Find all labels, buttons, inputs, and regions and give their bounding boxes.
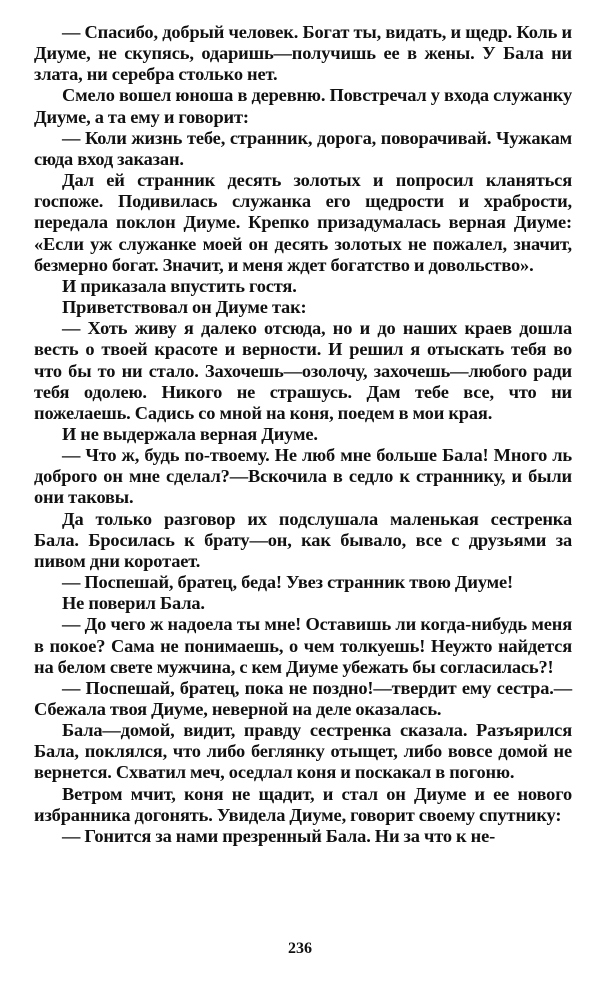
paragraph: И приказала впустить гостя. xyxy=(62,275,297,296)
paragraph: — Хоть живу я далеко отсюда, но и до наших краев дошла весть о твоей красоте и верности. И решил я отыскать тебя во что бы то ни стало. Захочешь—озолочу, захочешь—любого ради тебя одолею. Никого не страшусь. Дам тебе все, что ни пожелаешь. Садись со мной на коня, поедем в мои края. xyxy=(34,318,572,423)
paragraph: — Поспешай, братец, пока не поздно!—твердит ему сестра.—Сбежала твоя Диуме, неверной на деле оказалась. xyxy=(34,677,572,719)
paragraph: Ветром мчит, коня не щадит, и стал он Диуме и ее нового избранника догонять. Увидела Диуме, говорит своему спутнику: xyxy=(34,783,572,825)
paragraph: — Коли жизнь тебе, странник, дорога, поворачивай. Чужакам сюда вход заказан. xyxy=(34,127,572,169)
paragraph: — До чего ж надоела ты мне! Оставишь ли когда-нибудь меня в покое? Сама не понимаешь, о чем толкуешь! Неужто найдется на белом свете мужчина, с кем Диуме убежать бы согласилась?! xyxy=(34,614,572,677)
paragraph: И не выдержала верная Диуме. xyxy=(62,423,318,444)
paragraph: Приветствовал он Диуме так: xyxy=(62,297,307,318)
paragraph: — Спасибо, добрый человек. Богат ты, видать, и щедр. Коль и Диуме, не скупясь, одаришь—получишь ее в жены. У Бала ни злата, ни серебра столько нет. xyxy=(34,22,572,85)
paragraph: — Что ж, будь по-твоему. Не люб мне больше Бала! Много ль доброго он мне сделал?—Вскочила в седло к страннику, и были они таковы. xyxy=(34,445,572,508)
page-number: 236 xyxy=(288,940,312,957)
paragraph: — Гонится за нами презренный Бала. Ни за что к не- xyxy=(62,825,496,846)
paragraph: Не поверил Бала. xyxy=(62,593,205,614)
paragraph: — Поспешай, братец, беда! Увез странник твою Диуме! xyxy=(62,572,513,593)
paragraph: Дал ей странник десять золотых и попросил кланяться госпоже. Подивилась служанка его щедрости и храбрости, передала поклон Диуме. Крепко призадумалась верная Диуме: «Если уж служанке моей он десять золотых не пожалел, значит, безмерно богат. Значит, и меня ждет богатство и довольство». xyxy=(34,170,572,275)
paragraph: Бала—домой, видит, правду сестренка сказала. Разъярился Бала, поклялся, что либо беглянку отыщет, либо вовсе домой не вернется. Схватил меч, оседлал коня и поскакал в погоню. xyxy=(34,720,572,783)
paragraph: Смело вошел юноша в деревню. Повстречал у входа служанку Диуме, а та ему и говорит: xyxy=(34,85,572,127)
body-text xyxy=(34,22,572,847)
paragraph: Да только разговор их подслушала маленькая сестренка Бала. Бросилась к брату—он, как бывало, все с друзьями за пивом дни коротает. xyxy=(34,508,572,571)
